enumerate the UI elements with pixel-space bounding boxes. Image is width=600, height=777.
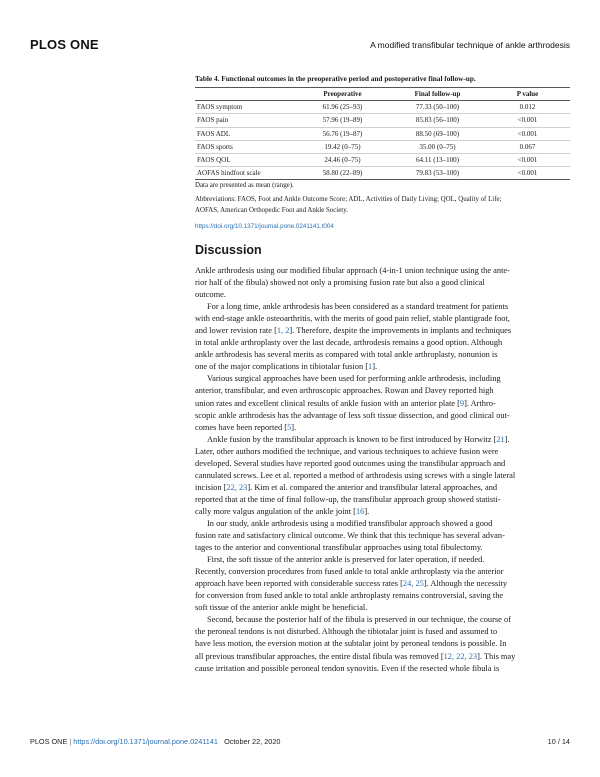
footer-doi-link[interactable]: https://doi.org/10.1371/journal.pone.0241141 bbox=[73, 737, 218, 746]
text-line: anterior, transfibular, and even arthroscopic approaches. Rowan and Davey reported high bbox=[195, 386, 494, 396]
text-line: reported that at the time of final follow-up, the transfibular approach group showed statisti- bbox=[195, 494, 501, 504]
footer-separator: | bbox=[69, 737, 72, 746]
preoperative-cell: 19.42 (0–75) bbox=[324, 142, 361, 151]
row-label: AOFAS hindfoot scale bbox=[197, 169, 261, 178]
preoperative-cell: 24.46 (0–75) bbox=[324, 156, 361, 165]
table-header-row bbox=[195, 88, 570, 101]
p-value-cell: 0.067 bbox=[519, 142, 536, 151]
text-line: Various surgical approaches have been used for performing ankle arthrodesis, including bbox=[207, 374, 501, 384]
text-line: have less motion, the eversion motion at the subtalar joint by peroneal tendons is possible. In bbox=[195, 639, 507, 649]
text-line: First, the soft tissue of the anterior ankle is preserved for later operation, if needed. bbox=[207, 555, 485, 565]
text-line: developed. Several studies have reported good outcomes using the transfibular approach and bbox=[195, 458, 506, 468]
text-line: outcome. bbox=[195, 290, 226, 300]
text-line: for conversion from fused ankle to total ankle arthroplasty remains controversial, saving the bbox=[195, 591, 504, 601]
text-line: the peroneal tendons is not disturbed. Although the tibiotalar joint is fused and assumed to bbox=[195, 627, 498, 637]
final-follow-up-cell: 35.00 (0–75) bbox=[419, 142, 456, 151]
text-line: Later, other authors modified the technique, and various techniques to achieve fusion were bbox=[195, 446, 499, 456]
text-line: soft tissue of the anterior ankle might be beneficial. bbox=[195, 603, 368, 613]
preoperative-cell: 58.80 (22–89) bbox=[322, 169, 363, 178]
section-heading: Discussion bbox=[195, 243, 262, 257]
text-line: Recently, conversion procedures from fused ankle to total ankle arthroplasty via the anterior bbox=[195, 567, 504, 577]
column-header-p-value: P value bbox=[516, 90, 539, 98]
table-row bbox=[195, 114, 570, 127]
preoperative-cell: 61.96 (25–93) bbox=[322, 103, 363, 112]
text-line: For a long time, ankle arthrodesis has been considered as a standard treatment for patients bbox=[207, 302, 509, 312]
row-label: FAOS QOL bbox=[197, 156, 231, 165]
journal-name: PLOS ONE bbox=[30, 37, 99, 52]
text-line: tages to the anterior and conventional transfibular approaches using total fibulectomy. bbox=[195, 543, 483, 553]
column-header bbox=[195, 88, 295, 101]
table-row bbox=[195, 140, 570, 153]
footer bbox=[30, 737, 280, 746]
text-line: ankle arthrodesis has several merits as compared with total ankle arthroplasty, nonunion is bbox=[195, 350, 498, 360]
final-follow-up-cell: 79.83 (53–100) bbox=[415, 169, 460, 178]
text-line: cannulated screws. Lee et al. reported a method of arthrodesis using screws with a single lateral bbox=[195, 470, 516, 480]
table-row bbox=[195, 101, 570, 114]
text-line: comes have been reported [5]. bbox=[195, 422, 297, 432]
text-line: union rates and excellent clinical results of ankle fusion with an anterior plate [9]. Arthro- bbox=[195, 398, 496, 408]
final-follow-up-cell: 64.11 (13–100) bbox=[416, 156, 459, 165]
table-row bbox=[195, 127, 570, 140]
table-row bbox=[195, 167, 570, 180]
preoperative-cell: 57.96 (19–89) bbox=[322, 116, 363, 125]
column-header-final-follow-up: Final follow-up bbox=[414, 90, 461, 98]
p-value-cell: <0.001 bbox=[517, 129, 538, 138]
text-line: scopic ankle arthrodesis has the advantage of less soft tissue dissection, and good clinical out- bbox=[195, 410, 510, 420]
discussion-body bbox=[195, 265, 567, 675]
text-line: Second, because the posterior half of the fibula is preserved in our technique, the course of bbox=[207, 615, 511, 625]
text-line: in total ankle arthroplasty over the last decade, arthrodesis remains a good option. Although bbox=[195, 338, 503, 348]
text-line: Ankle arthrodesis using our modified fibular approach (4-in-1 union technique using the ante- bbox=[195, 266, 510, 275]
abbreviations-line: Abbreviations: FAOS, Foot and Ankle Outcome Score; ADL, Activities of Daily Living; QOL, Quality of Life; bbox=[195, 196, 502, 203]
table-caption: Table 4. Functional outcomes in the preoperative period and postoperative final follow-up. bbox=[195, 74, 476, 83]
text-line: cally more valgus angulation of the ankle joint [16]. bbox=[195, 506, 370, 516]
text-line: fusion rate and satisfactory clinical outcome. We think that this technique has several advan- bbox=[195, 531, 505, 541]
text-line: and lower revision rate [1, 2]. Therefore, despite the improvements in implants and techniques bbox=[195, 326, 512, 336]
final-follow-up-cell: 85.83 (56–100) bbox=[415, 116, 460, 125]
footer-date: October 22, 2020 bbox=[224, 737, 281, 746]
outcomes-table bbox=[195, 87, 570, 180]
text-line: all previous transfibular approaches, the entire distal fibula was removed [12, 22, 23]. This may bbox=[195, 651, 516, 661]
p-value-cell: 0.012 bbox=[519, 103, 536, 112]
table-row bbox=[195, 154, 570, 167]
final-follow-up-cell: 88.50 (69–100) bbox=[415, 129, 460, 138]
row-label: FAOS sports bbox=[197, 142, 233, 151]
text-line: approach have been reported with considerable success rates [24, 25]. Although the necessity bbox=[195, 579, 508, 589]
text-line: with end-stage ankle osteoarthritis, with the merits of good pain relief, stable plantigrade foot, bbox=[195, 314, 510, 324]
p-value-cell: <0.001 bbox=[517, 156, 538, 165]
row-label: FAOS pain bbox=[197, 116, 229, 125]
column-header-preoperative: Preoperative bbox=[323, 90, 362, 98]
preoperative-cell: 56.76 (19–87) bbox=[322, 129, 363, 138]
text-line: rior half of the fibula) showed not only a promising fusion rate but also a good clinical bbox=[195, 278, 485, 288]
page-number: 10 / 14 bbox=[547, 737, 570, 746]
text-line: In our study, ankle arthrodesis using a modified transfibular approach showed a good bbox=[207, 518, 493, 528]
table-note-abbreviations bbox=[195, 195, 575, 216]
text-line: incision [22, 23]. Kim et al. compared the anterior and transfibular lateral approaches, and bbox=[195, 482, 498, 492]
table-doi-link[interactable]: https://doi.org/10.1371/journal.pone.0241141.t004 bbox=[195, 223, 334, 230]
running-title: A modified transfibular technique of ankle arthrodesis bbox=[370, 40, 570, 50]
p-value-cell: <0.001 bbox=[517, 116, 538, 125]
abbreviations-line: AOFAS, American Orthopedic Foot and Ankle Society. bbox=[195, 206, 348, 214]
text-line: Ankle fusion by the transfibular approach is known to be first introduced by Horwitz [21]. bbox=[207, 434, 510, 444]
text-line: one of the major complications in tibiotalar fusion [1]. bbox=[195, 362, 378, 372]
p-value-cell: <0.001 bbox=[517, 169, 538, 178]
table-note-data: Data are presented as mean (range). bbox=[195, 182, 294, 189]
row-label: FAOS ADL bbox=[197, 129, 231, 138]
footer-journal: PLOS ONE bbox=[30, 737, 68, 746]
final-follow-up-cell: 77.33 (50–100) bbox=[415, 103, 460, 112]
row-label: FAOS symptom bbox=[197, 103, 243, 112]
text-line: cause irritation and possible peroneal tendon synovitis. Even if the resected whole fibula is bbox=[195, 663, 500, 673]
